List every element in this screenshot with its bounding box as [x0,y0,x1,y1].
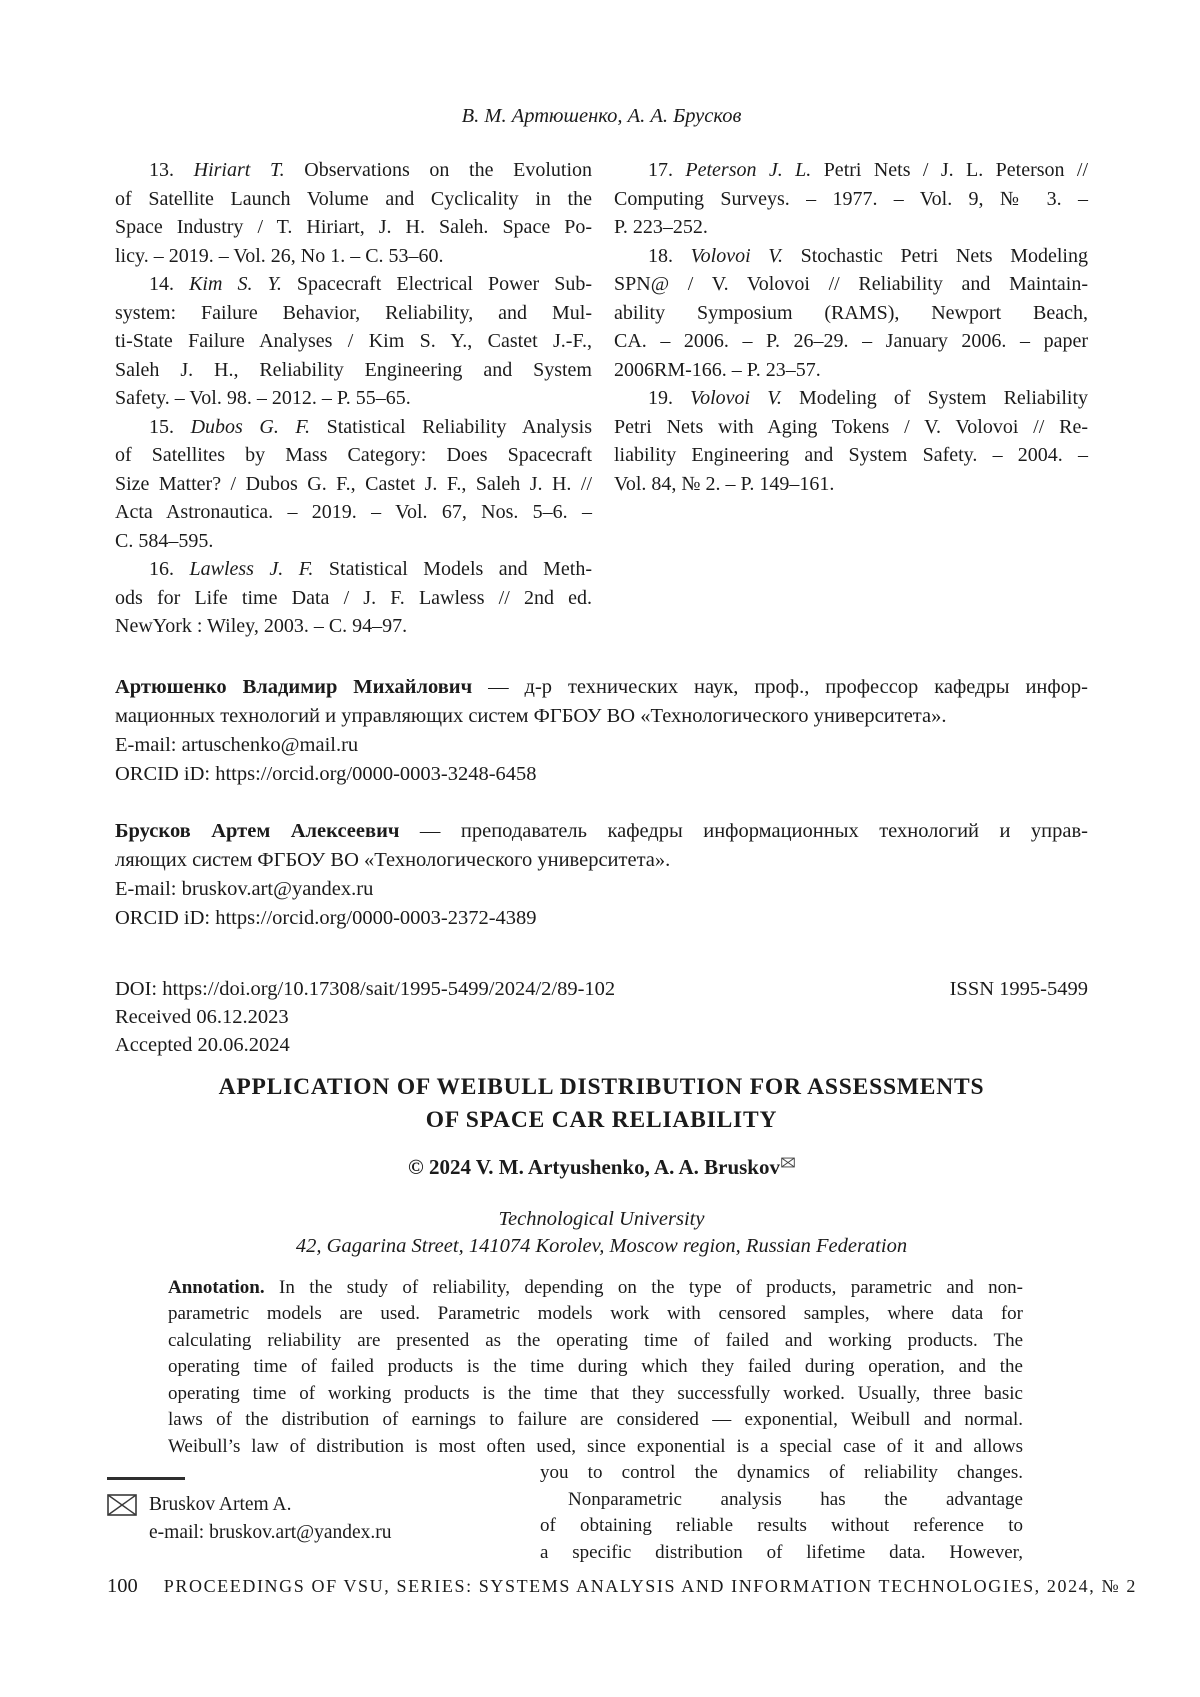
corresponding-author-footnote [107,1477,392,1546]
footnote-email: e-mail: bruskov.art@yandex.ru [149,1522,392,1543]
annotation-line: parametric models are used. Parametric models work with censored samples, where data for [168,1303,1023,1324]
author-email: E-mail: bruskov.art@yandex.ru [115,877,374,900]
reference-line: Space Industry / T. Hiriart, J. H. Saleh. Space Po- [115,216,592,238]
reference-line: 2006RM-166. – P. 23–57. [614,358,821,381]
reference-line: 17. Peterson J. L. Petri Nets / J. L. Peterson // [648,159,1089,181]
references-section [115,156,1088,641]
author-orcid: ORCID iD: https://orcid.org/0000-0003-2372-4389 [115,906,537,929]
reference-line: CA. – 2006. – P. 26–29. – January 2006. – paper [614,330,1088,352]
reference-line: Petri Nets with Aging Tokens / V. Volovoi // Re- [614,415,1088,438]
affiliation-line2: 42, Gagarina Street, 141074 Korolev, Moscow region, Russian Federation [295,1234,908,1257]
reference-line: 14. Kim S. Y. Spacecraft Electrical Power Sub- [149,273,592,295]
footnote-author-row [107,1492,392,1518]
author-name: Артюшенко Владимир Михайлович [115,675,473,698]
reference-line: of Satellites by Mass Category: Does Spacecraft [115,444,592,466]
annotation-line: Weibull’s law of distribution is most often used, since exponential is a special case of it and allows [168,1435,1023,1457]
reference-line: ods for Life time Data / J. F. Lawless // 2nd ed. [115,586,592,609]
reference-line: C. 584–595. [115,529,214,552]
reference-line: Acta Astronautica. – 2019. – Vol. 67, Nos. 5–6. – [115,501,592,523]
footnote-rule [107,1477,185,1480]
reference-line: 18. Volovoi V. Stochastic Petri Nets Modeling [648,244,1088,267]
doi-issn-row [115,975,1088,1003]
accepted-date: Accepted 20.06.2024 [115,1033,290,1056]
envelope-icon [781,1157,795,1168]
running-head: В. М. Артюшенко, А. А. Брусков [461,105,742,127]
article-title-line1: APPLICATION OF WEIBULL DISTRIBUTION FOR ASSESSMENTS [218,1073,985,1100]
reference-line: liability Engineering and System Safety. – 2004. – [614,444,1088,466]
doi: DOI: https://doi.org/10.17308/sait/1995-5499/2024/2/89-102 [115,977,616,1000]
annotation-line: you to control the dynamics of reliability changes. [540,1462,1023,1483]
author-degree-line [115,817,1088,846]
article-meta [115,975,1088,1059]
page-footer [107,1575,1137,1598]
reference-line: 16. Lawless J. F. Statistical Models and Meth- [149,558,592,580]
annotation-line: Annotation. In the study of reliability, depending on the type of products, parametric and non- [168,1276,1023,1298]
reference-line: Safety. – Vol. 98. – 2012. – P. 55–65. [115,387,411,409]
annotation-line: operating time of failed products is the time during which they failed during operation, and the [168,1356,1023,1377]
annotation-line: of obtaining reliable results without reference to [540,1515,1023,1536]
reference-line: Saleh J. H., Reliability Engineering and System [115,358,592,381]
reference-line: 15. Dubos G. F. Statistical Reliability Analysis [149,415,592,438]
author-degree-line-2: ляющих систем ФГБОУ ВО «Технологического университета». [115,848,671,871]
author-block-artyushenko [115,673,1088,789]
reference-line: 13. Hiriart T. Observations on the Evolution [149,159,593,181]
reference-line: 19. Volovoi V. Modeling of System Reliability [648,387,1089,409]
title-block [115,1071,1088,1260]
author-email: E-mail: artuschenko@mail.ru [115,733,359,756]
author-degree-line [115,673,1088,702]
reference-line: ti-State Failure Analyses / Kim S. Y., Castet J.-F., [115,330,592,352]
annotation-line: a specific distribution of lifetime data. However, [540,1541,1023,1563]
reference-line: NewYork : Wiley, 2003. – C. 94–97. [115,615,408,637]
annotation-line: operating time of working products is the time that they successfully worked. Usually, three basic [168,1382,1023,1404]
reference-line: P. 223–252. [614,216,708,238]
author-name: Брусков Артем Алексеевич [115,819,400,842]
author-orcid: ORCID iD: https://orcid.org/0000-0003-3248-6458 [115,762,537,785]
author-degree-line-2: мационных технологий и управляющих систем ФГБОУ ВО «Технологического университета». [115,704,947,727]
reference-line: ability Symposium (RAMS), Newport Beach, [614,301,1088,324]
references-column-right [614,156,1088,641]
author-degree-text: — д-р технических наук, проф., профессор кафедры инфор- [472,675,1088,698]
page-number: 100 [107,1575,138,1597]
reference-line: Vol. 84, № 2. – P. 149–161. [614,472,835,495]
footnote-author: Bruskov Artem A. [149,1494,292,1515]
reference-line: of Satellite Launch Volume and Cyclicality in the [115,187,592,210]
author-block-bruskov [115,817,1088,933]
issn: ISSN 1995-5499 [949,977,1088,1000]
article-title [115,1071,1088,1137]
received-date: Received 06.12.2023 [115,1005,289,1028]
envelope-icon [107,1494,137,1516]
reference-line: SPN@ / V. Volovoi // Reliability and Maintain- [614,273,1088,295]
author-degree-text: — преподаватель кафедры информационных технологий и управ- [399,819,1088,842]
reference-line: licy. – 2019. – Vol. 26, No 1. – C. 53–60. [115,244,444,267]
article-title-line2: OF SPACE CAR RELIABILITY [425,1106,778,1133]
copyright-text: © 2024 V. M. Artyushenko, A. A. Bruskov [408,1154,780,1179]
copyright-line [115,1154,1088,1180]
reference-line: Size Matter? / Dubos G. F., Castet J. F., Saleh J. H. // [115,472,592,495]
affiliation-line1: Technological University [498,1207,705,1230]
author-info-section [115,673,1088,933]
journal-title-line: PROCEEDINGS OF VSU, SERIES: SYSTEMS ANALYSIS AND INFORMATION TECHNOLOGIES, 2024, № 2 [163,1576,1137,1596]
reference-line: system: Failure Behavior, Reliability, and Mul- [115,301,592,324]
annotation-line: laws of the distribution of earnings to failure are considered — exponential, Weibull and normal. [168,1409,1023,1430]
annotation-line: calculating reliability are presented as the operating time of failed and working products. The [168,1329,1023,1351]
references-column-left [115,156,592,641]
annotation-line: Nonparametric analysis has the advantage [568,1488,1023,1510]
affiliation [115,1206,1088,1260]
reference-line: Computing Surveys. – 1977. – Vol. 9, № 3. – [614,187,1088,210]
